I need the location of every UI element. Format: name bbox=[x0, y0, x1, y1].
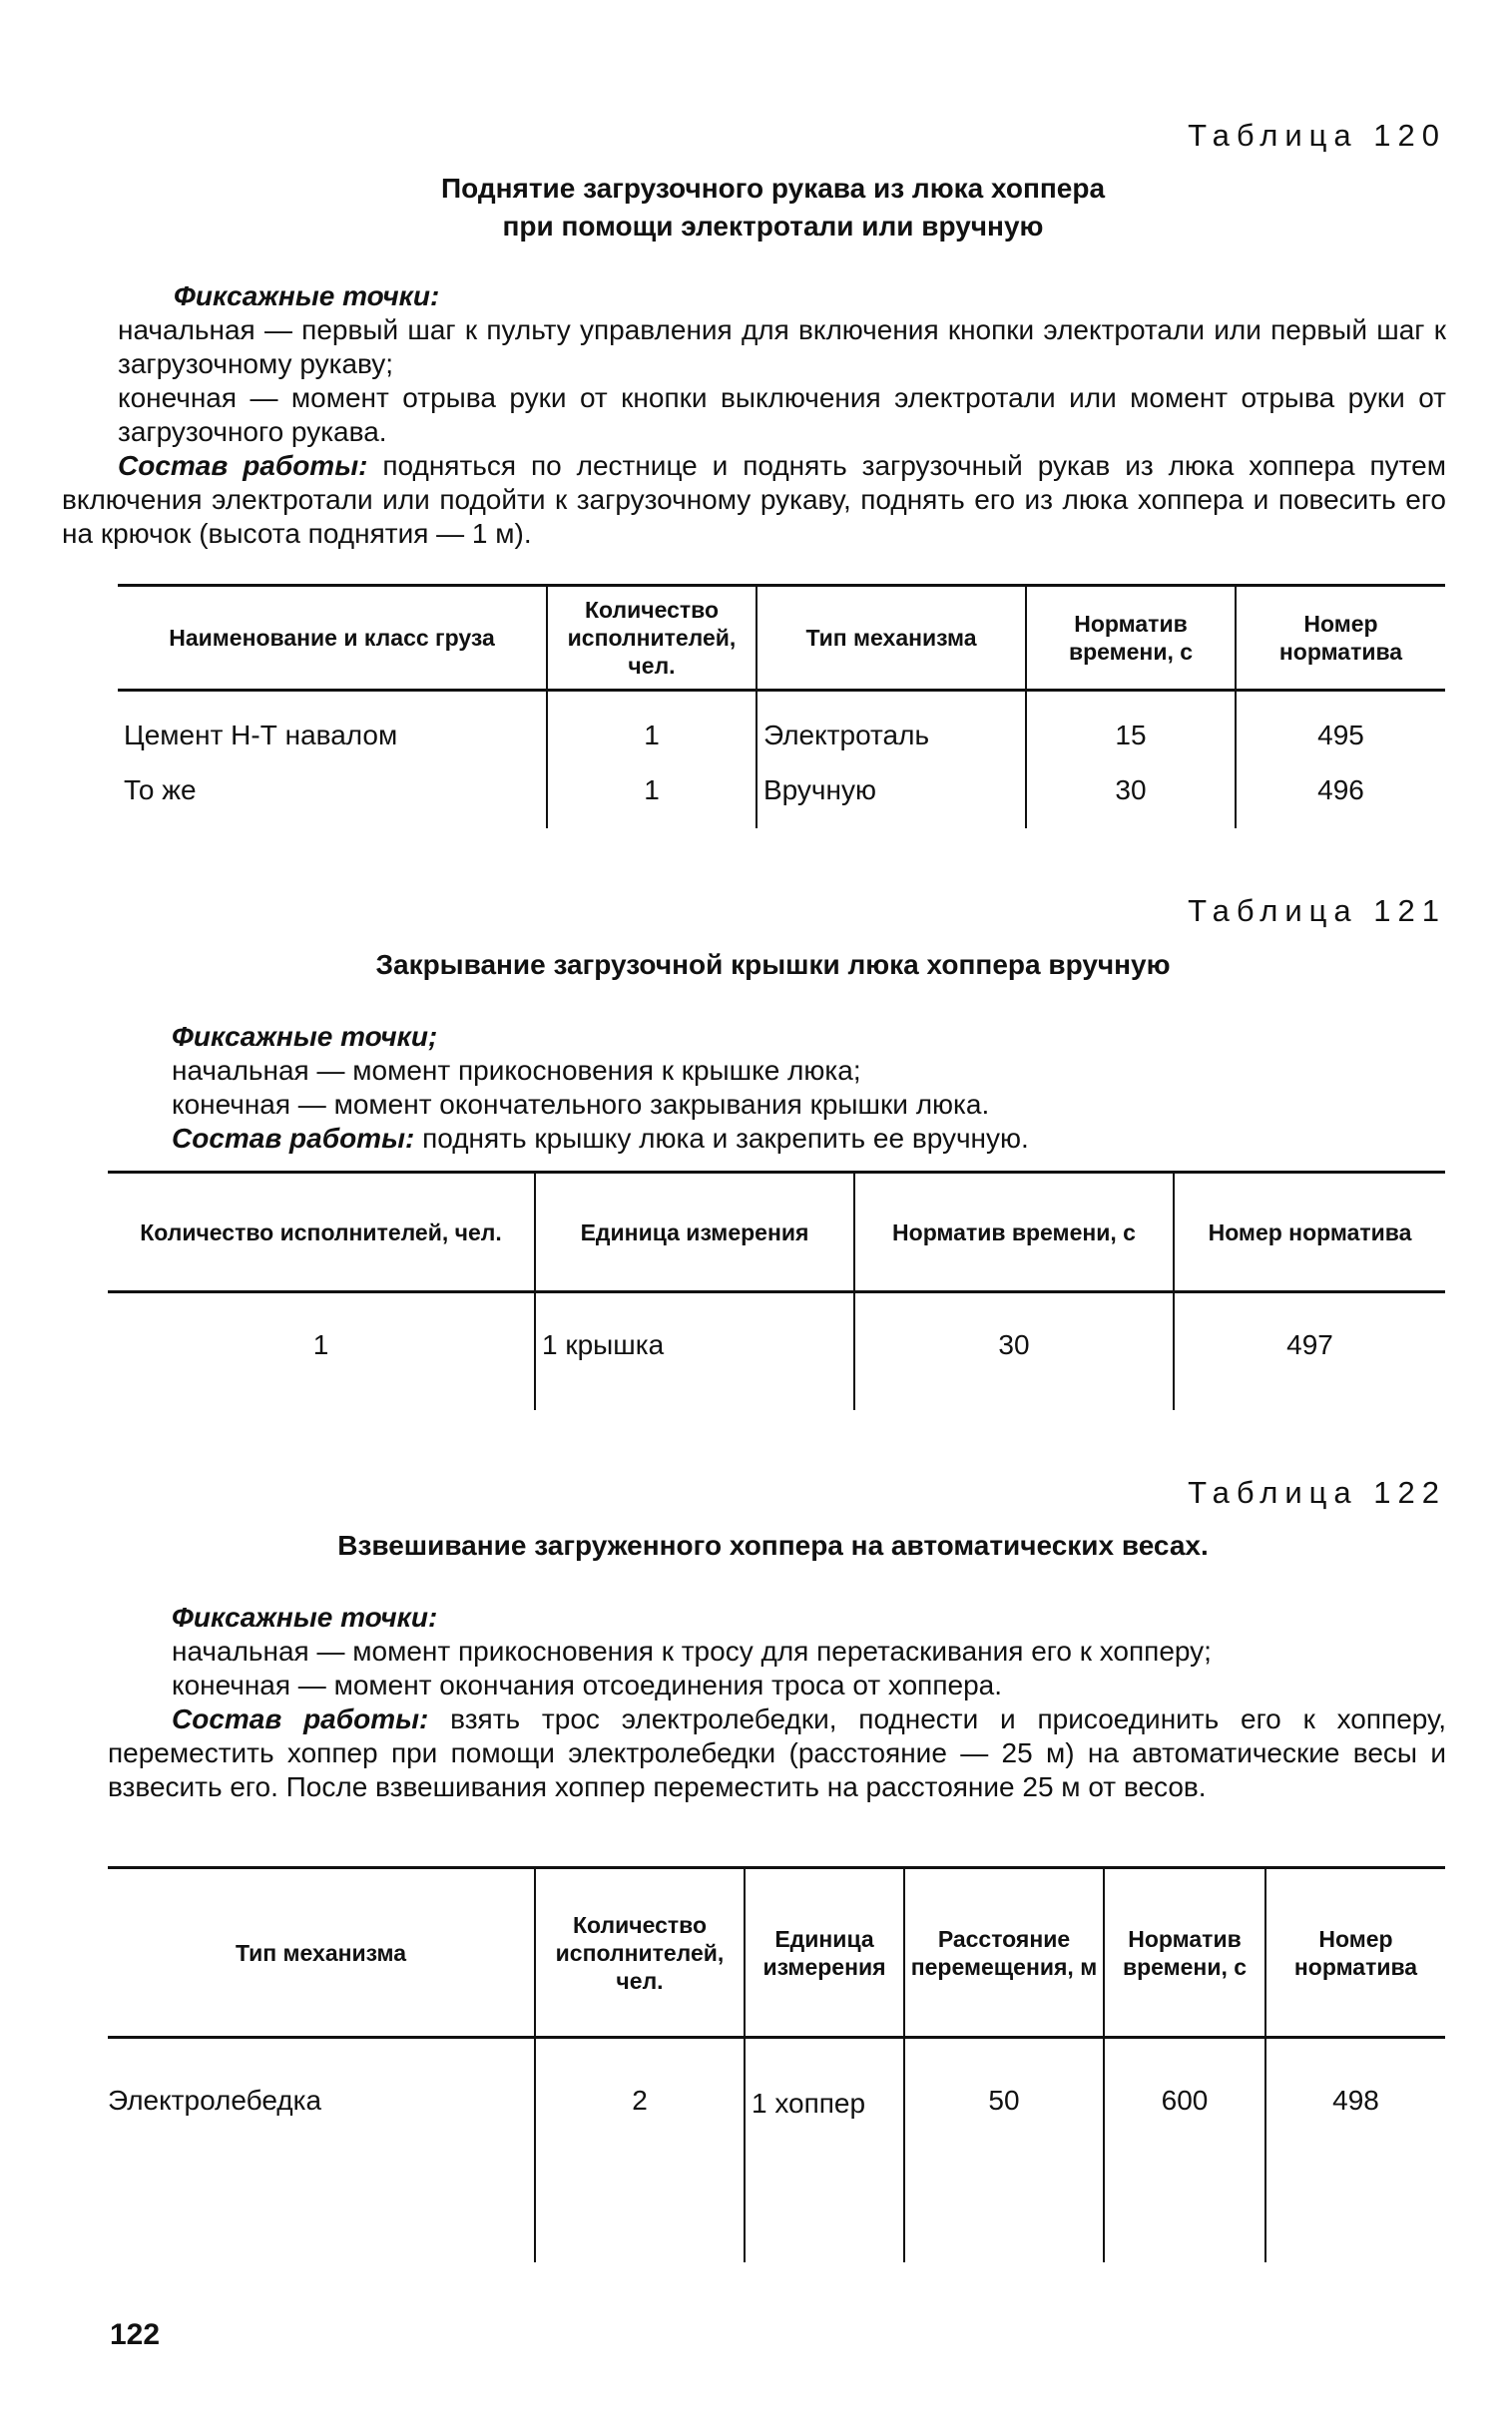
table-row bbox=[118, 760, 1445, 828]
cell: Цемент Н-Т навалом bbox=[124, 720, 398, 750]
table-122 bbox=[108, 1866, 1445, 2262]
cell: 496 bbox=[1236, 760, 1445, 828]
cell: Электроталь bbox=[756, 691, 1026, 760]
table-121-title: Закрывание загрузочной крышки люка хоппера вручную bbox=[375, 949, 1171, 980]
col-header: Тип механизма bbox=[756, 586, 1026, 691]
table-121 bbox=[108, 1171, 1445, 1410]
col-header: Норматив времени, с bbox=[1104, 1868, 1265, 2038]
cell: 495 bbox=[1236, 691, 1445, 760]
col-header: Тип механизма bbox=[235, 1939, 407, 1966]
col-header: Номер норматива bbox=[1265, 1868, 1445, 2038]
fix-points-label: Фиксажные точки: bbox=[174, 280, 440, 311]
cell: 2 bbox=[535, 2038, 745, 2262]
end-point: конечная — момент окончательного закрывания крышки люка. bbox=[172, 1089, 990, 1120]
table-122-title: Взвешивание загруженного хоппера на автоматических весах. bbox=[337, 1530, 1209, 1561]
col-header: Расстояние перемещения, м bbox=[904, 1868, 1104, 2038]
work-composition: Состав работы: поднять крышку люка и закрепить ее вручную. bbox=[172, 1123, 1029, 1154]
cell: 50 bbox=[904, 2038, 1104, 2262]
work-composition: Состав работы: взять трос электролебедки, поднести и присоединить его к хопперу, переместить хоппер при помощи электролебедки (расстояние — 25 м) на автоматические весы и взвесить его. После взвешивания хоппер переместить на расстояние 25 м от весов. bbox=[108, 1703, 1447, 1802]
table-120 bbox=[118, 584, 1445, 828]
cell: 1 хоппер bbox=[745, 2038, 904, 2262]
cell: 30 bbox=[1026, 760, 1236, 828]
cell: 497 bbox=[1174, 1292, 1445, 1410]
col-header: Номер норматива bbox=[1174, 1173, 1445, 1292]
table-row bbox=[108, 1292, 1445, 1410]
cell: 1 bbox=[547, 691, 756, 760]
cell: 498 bbox=[1265, 2038, 1445, 2262]
col-header: Единица измерения bbox=[535, 1173, 854, 1292]
table-122-label: Таблица 122 bbox=[1188, 1475, 1446, 1510]
work-composition: Состав работы: подняться по лестнице и поднять загрузочный рукав из люка хоппера путем включения электротали или подойти к загрузочному рукаву, поднять его из люка хоппера и повесить его на крючок (высота поднятия — 1 м). bbox=[62, 450, 1447, 549]
table-120-title: Поднятие загрузочного рукава из люка хоппера при помощи электротали или вручную bbox=[440, 173, 1106, 242]
end-point: конечная — момент отрыва руки от кнопки выключения электротали или момент отрыва руки от загрузочного рукава. bbox=[118, 382, 1446, 447]
col-header: Наименование и класс груза bbox=[169, 625, 495, 651]
fix-points-label: Фиксажные точки; bbox=[172, 1021, 438, 1052]
col-header: Количество исполнителей, чел. bbox=[547, 586, 756, 691]
start-point: начальная — момент прикосновения к тросу для перетаскивания его к хопперу; bbox=[172, 1636, 1212, 1667]
cell: 30 bbox=[854, 1292, 1174, 1410]
cell: 15 bbox=[1026, 691, 1236, 760]
col-header: Норматив времени, с bbox=[1026, 586, 1236, 691]
table-row bbox=[108, 2038, 1445, 2262]
cell: 1 крышка bbox=[535, 1292, 854, 1410]
table-120-label: Таблица 120 bbox=[1188, 118, 1446, 153]
cell: Вручную bbox=[756, 760, 1026, 828]
page-number: 122 bbox=[110, 2318, 161, 2351]
table-121-label: Таблица 121 bbox=[1188, 893, 1446, 928]
cell: Электролебедка bbox=[108, 2085, 322, 2116]
col-header: Единица измерения bbox=[745, 1868, 904, 2038]
table-121-description bbox=[172, 1020, 1446, 1156]
col-header: Количество исполнителей, чел. bbox=[535, 1868, 745, 2038]
cell: 1 bbox=[312, 1329, 329, 1360]
start-point: начальная — момент прикосновения к крышке люка; bbox=[172, 1055, 861, 1086]
table-row bbox=[118, 691, 1445, 760]
cell: 600 bbox=[1104, 2038, 1265, 2262]
col-header: Количество исполнителей, чел. bbox=[140, 1218, 502, 1245]
table-120-description bbox=[62, 279, 1447, 551]
cell: То же bbox=[124, 773, 197, 805]
end-point: конечная — момент окончания отсоединения троса от хоппера. bbox=[172, 1670, 1003, 1700]
cell: 1 bbox=[547, 760, 756, 828]
col-header: Номер норматива bbox=[1236, 586, 1445, 691]
fix-points-label: Фиксажные точки: bbox=[172, 1602, 438, 1633]
table-122-description bbox=[108, 1601, 1446, 1804]
start-point: начальная — первый шаг к пульту управления для включения кнопки электротали или первый шаг к загрузочному рукаву; bbox=[118, 314, 1446, 379]
col-header: Норматив времени, с bbox=[854, 1173, 1174, 1292]
